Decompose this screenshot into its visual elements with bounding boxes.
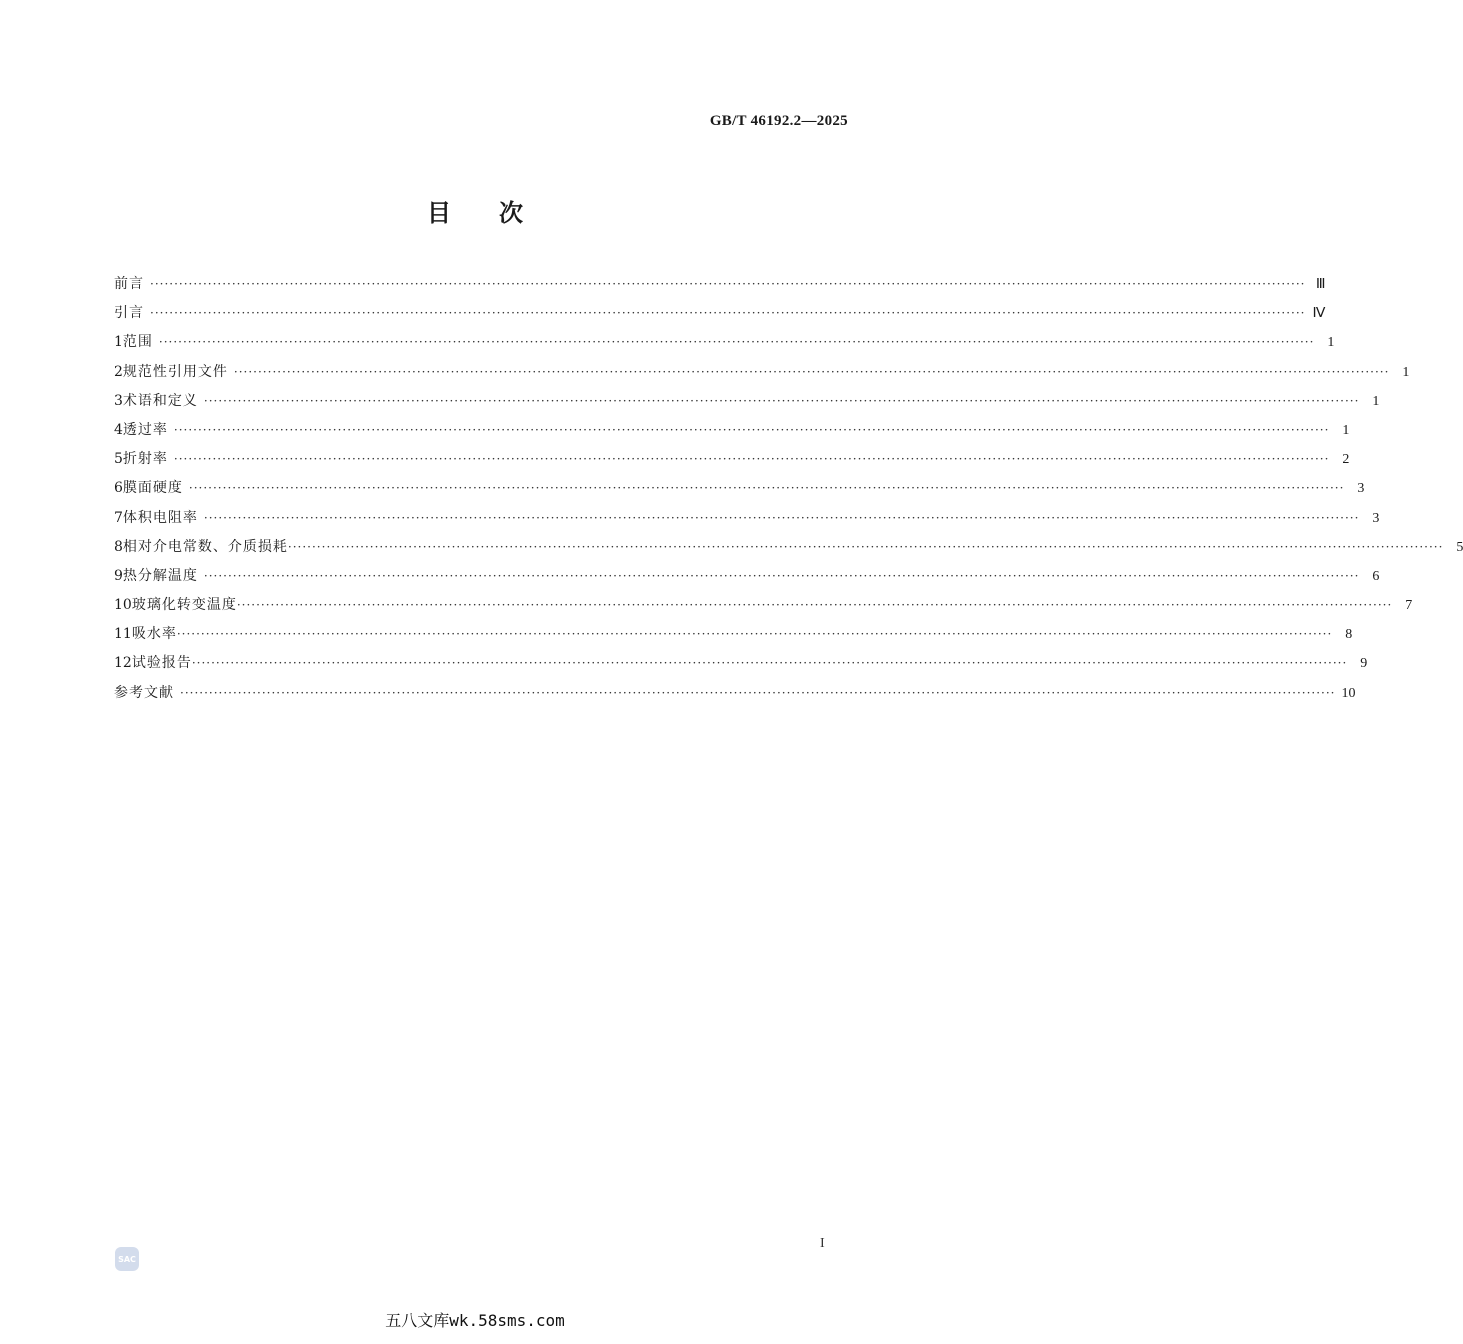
toc-entry-label: 吸水率 [131, 626, 177, 643]
toc-entry[interactable] [114, 270, 1326, 299]
toc-entry[interactable] [114, 533, 1463, 562]
toc-entry-number: 3 [114, 392, 123, 409]
toc-entry-label: 透过率 [122, 421, 168, 438]
toc-entry-label: 体积电阻率 [122, 509, 198, 526]
toc-entry-label: 引言 [114, 305, 144, 322]
toc-entry[interactable] [114, 445, 1350, 474]
toc-dot-leader: ················································································································································································································································ [150, 277, 1306, 291]
toc-entry-page: Ⅲ [1315, 277, 1326, 292]
footer-watermark: 五八文库wk.58sms.com [385, 1311, 565, 1330]
toc-entry-page: 1 [1402, 364, 1410, 380]
toc-entry-page: 5 [1456, 539, 1463, 555]
toc-entry-number: 9 [114, 567, 123, 584]
toc-entry-page: 1 [1342, 422, 1350, 438]
toc-dot-leader: ················································································································································································································································ [236, 598, 1393, 613]
toc-entry-label: 折射率 [122, 451, 168, 468]
toc-dot-leader: ················································································································································································································································ [158, 335, 1315, 350]
toc-entry[interactable] [114, 649, 1368, 678]
toc-entry-number: 4 [114, 421, 123, 438]
toc-entry[interactable] [114, 504, 1380, 533]
toc-entry-label: 参考文献 [114, 684, 174, 701]
page-number: I [820, 1236, 825, 1251]
toc-entry[interactable] [114, 328, 1335, 357]
toc-entry-number: 12 [114, 655, 132, 672]
toc-entry-page: 6 [1372, 568, 1380, 584]
toc-entry-page: 2 [1342, 452, 1350, 468]
toc-entry-label: 规范性引用文件 [122, 363, 228, 380]
sac-logo-text: SAC [118, 1255, 136, 1264]
toc-entry[interactable] [114, 358, 1410, 387]
toc-entry[interactable] [114, 474, 1365, 503]
toc-dot-leader: ················································································································································································································································ [203, 568, 1360, 583]
toc-entry-number: 10 [114, 597, 132, 614]
toc-dot-leader: ················································································································································································································································ [287, 539, 1444, 554]
toc-entry-number: 8 [114, 538, 123, 555]
toc-entry[interactable] [114, 679, 1356, 708]
toc-entry-page: Ⅳ [1312, 306, 1326, 322]
toc-dot-leader: ················································································································································································································································ [176, 627, 1333, 642]
toc-entry-number: 1 [114, 334, 123, 351]
toc-dot-leader: ················································································································································································································································ [150, 306, 1306, 321]
toc-entry-label: 试验报告 [131, 655, 192, 672]
toc-entry-number: 11 [114, 626, 132, 643]
toc-entry[interactable] [114, 387, 1380, 416]
toc-entry-page: 7 [1405, 598, 1413, 614]
toc-entry-page: 1 [1327, 335, 1335, 351]
toc-dot-leader: ················································································································································································································································ [203, 510, 1360, 525]
toc-title: 目次 [427, 199, 571, 227]
toc-entry-page: 8 [1345, 627, 1353, 643]
toc-entry-page: 1 [1372, 393, 1380, 409]
toc-entry-label: 热分解温度 [122, 567, 198, 584]
toc-dot-leader: ················································································································································································································································ [188, 481, 1345, 496]
toc-entry-label: 玻璃化转变温度 [131, 597, 237, 614]
toc-entry-number: 5 [114, 451, 123, 468]
standard-code: GB/T 46192.2—2025 [709, 113, 848, 129]
toc-entry[interactable] [114, 620, 1353, 649]
toc-entry[interactable] [114, 591, 1413, 620]
toc-entry-number: 6 [114, 480, 123, 497]
toc-dot-leader: ················································································································································································································································ [233, 364, 1390, 379]
toc-entry[interactable] [114, 562, 1380, 591]
toc-entry[interactable] [114, 416, 1350, 445]
toc-dot-leader: ················································································································································································································································ [173, 422, 1330, 437]
toc-entry-page: 9 [1360, 656, 1368, 672]
toc-entry-page: 3 [1372, 510, 1380, 526]
toc-dot-leader: ················································································································································································································································ [203, 393, 1360, 408]
table-of-contents [114, 270, 1463, 708]
sac-logo-icon [114, 1246, 140, 1272]
toc-entry-number: 7 [114, 509, 123, 526]
toc-entry-label: 相对介电常数、介质损耗 [122, 538, 288, 555]
toc-entry-label: 膜面硬度 [122, 480, 183, 497]
toc-entry-label: 范围 [122, 334, 153, 351]
toc-dot-leader: ················································································································································································································································ [180, 685, 1336, 700]
toc-entry-page: 10 [1341, 685, 1356, 701]
toc-dot-leader: ················································································································································································································································ [191, 656, 1348, 671]
toc-entry-label: 术语和定义 [122, 392, 198, 409]
toc-entry-page: 3 [1357, 481, 1365, 497]
toc-dot-leader: ················································································································································································································································ [173, 452, 1330, 467]
toc-entry-label: 前言 [114, 276, 144, 292]
toc-entry-number: 2 [114, 363, 123, 380]
toc-entry[interactable] [114, 299, 1326, 328]
